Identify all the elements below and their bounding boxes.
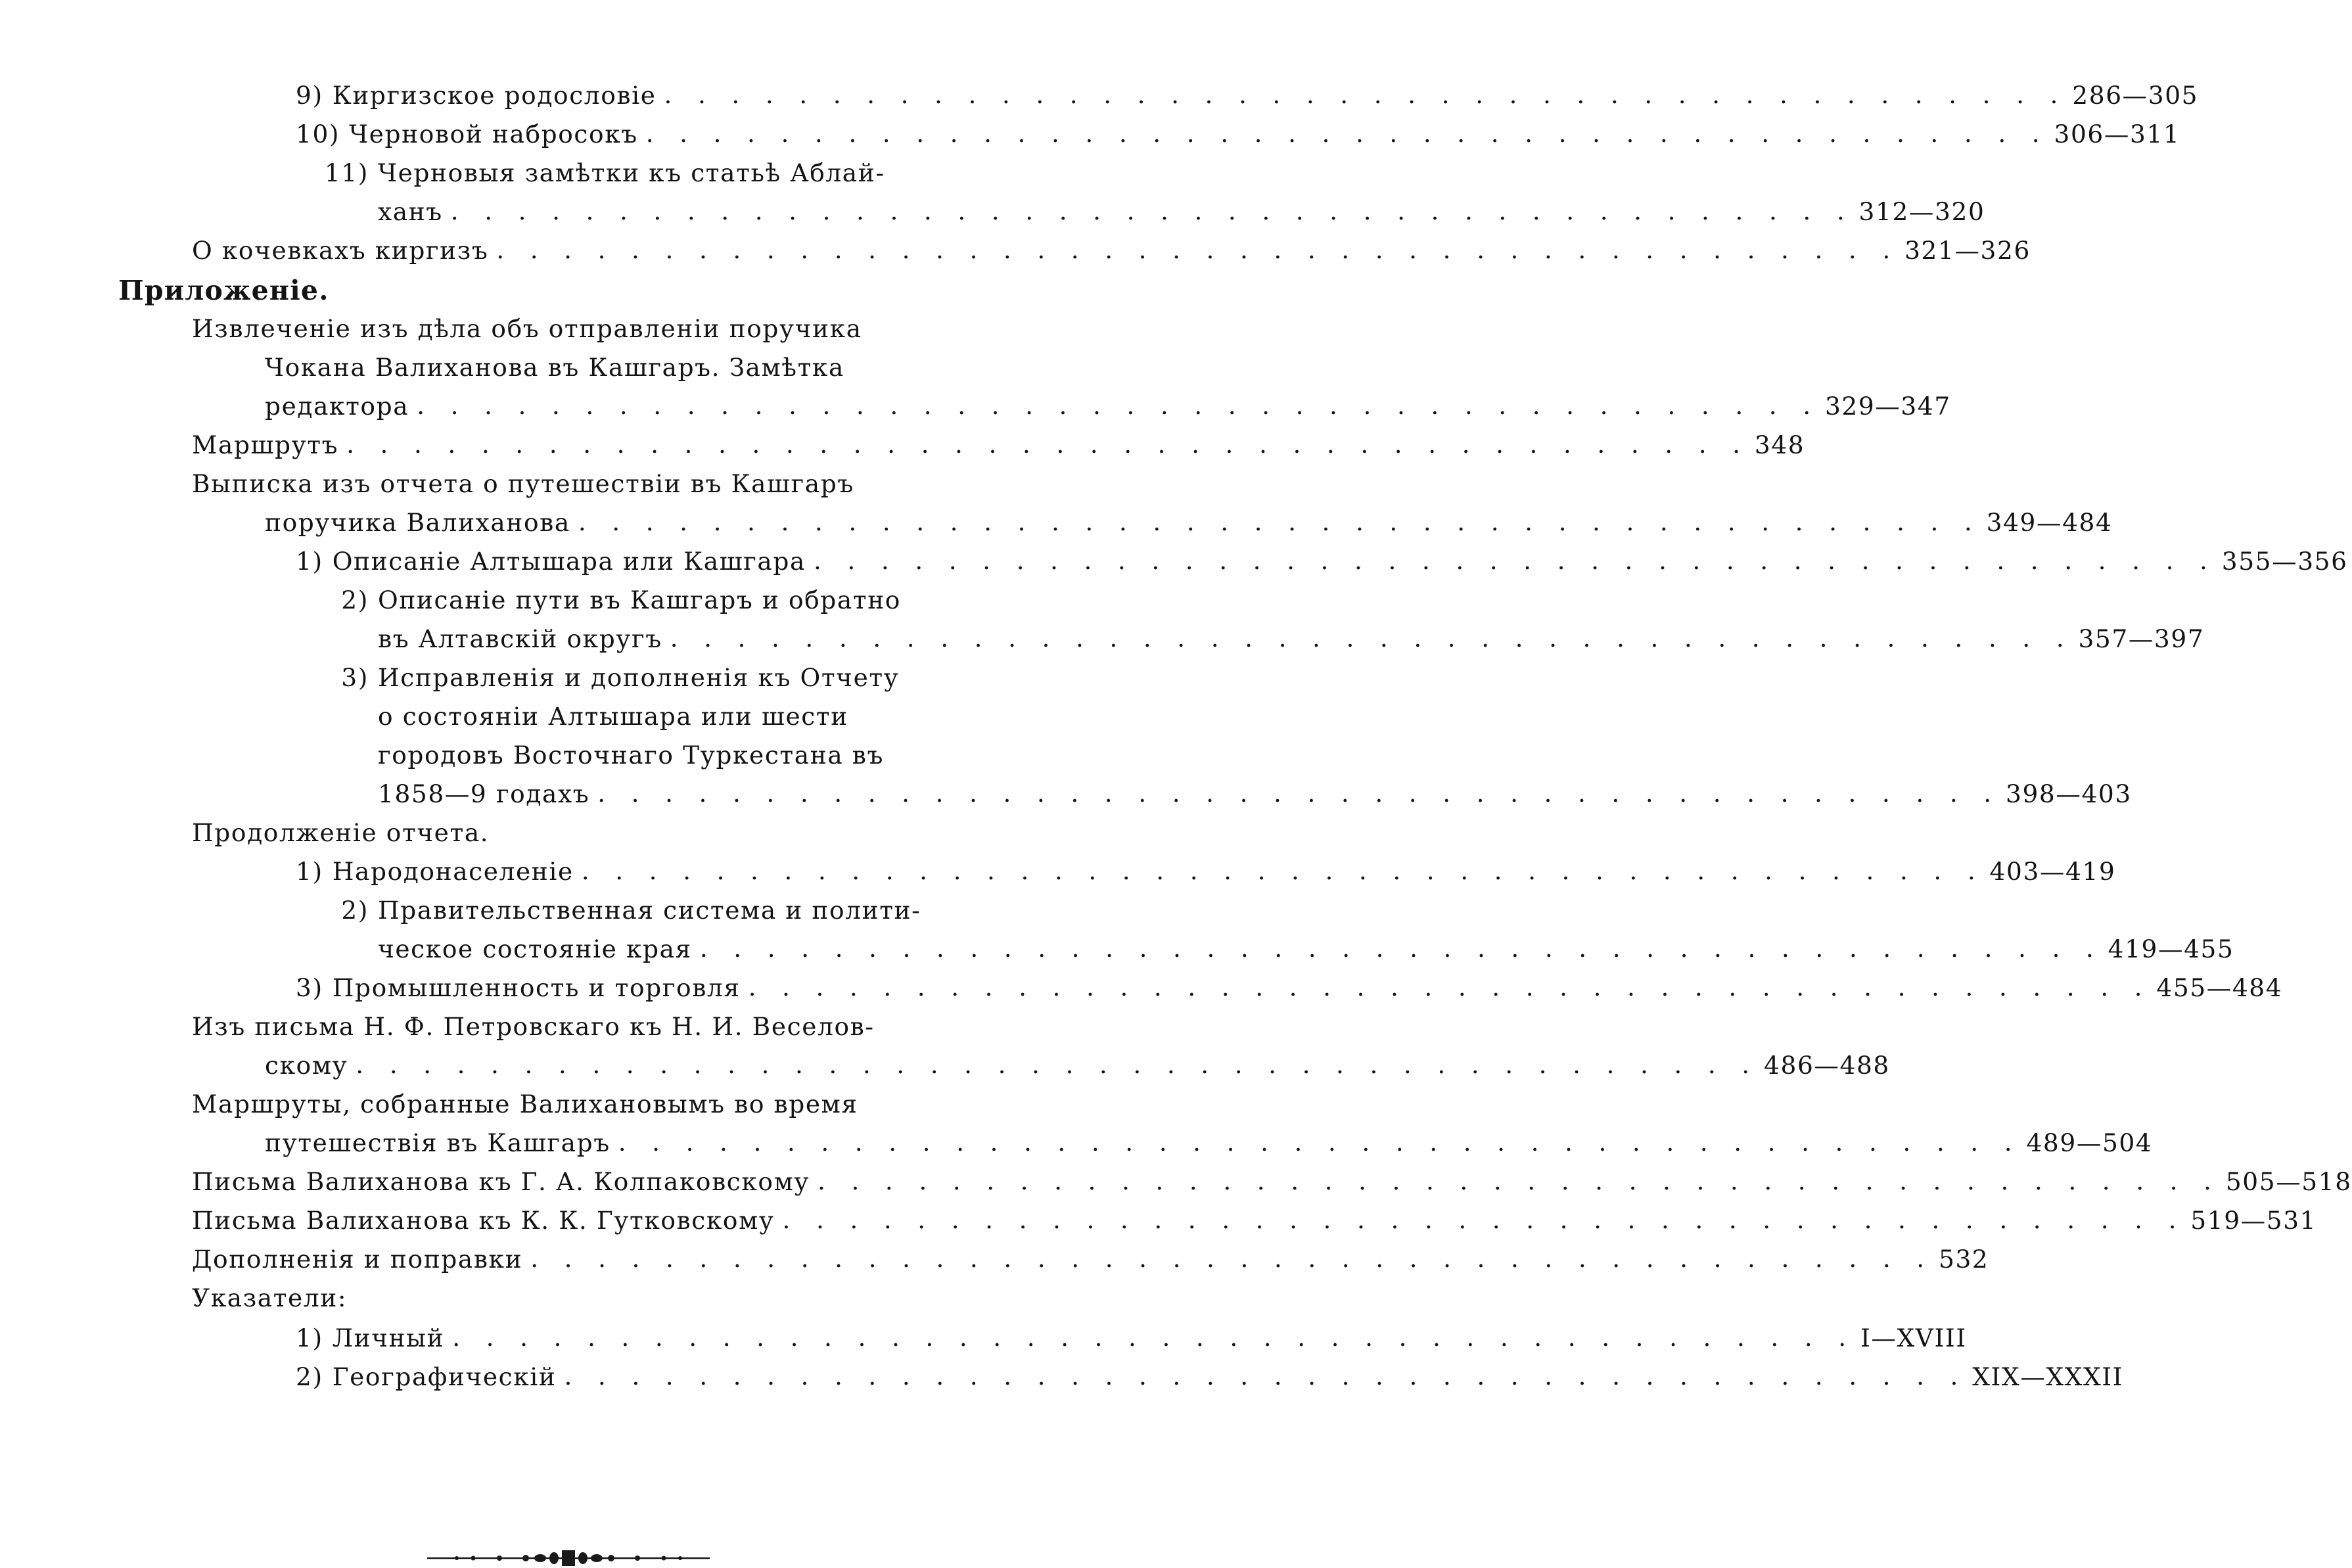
toc-item-title: редактора [265, 391, 409, 421]
toc-item-title: Указатели: [192, 1283, 348, 1312]
toc-line [192, 310, 1025, 347]
toc-line [378, 620, 2205, 657]
toc-item-page: 398—403 [2005, 779, 2132, 808]
toc-line [192, 426, 1805, 463]
dot-leader: . . . . . . . . . . . . . . . . . . . . . . . . . . . . . . . . . . . . . . . . . . [664, 80, 2067, 109]
toc-item-page: 357—397 [2078, 624, 2205, 653]
toc-item-page: 419—455 [2108, 934, 2234, 963]
dot-leader: . . . . . . . . . . . . . . . . . . . . . . . . . . . . . . . . . . . . . . . . . . [581, 856, 1985, 885]
toc-line [192, 1240, 1989, 1278]
toc-line [192, 1279, 1025, 1316]
toc-item-title: Дополненія и поправки [192, 1244, 523, 1274]
toc-line [265, 503, 2113, 541]
toc-line [296, 891, 1025, 929]
toc-item-number: 9) [296, 80, 323, 110]
toc-item-page: 312—320 [1858, 196, 1985, 226]
toc-item-title: Географическій [332, 1362, 557, 1391]
toc-item-title: въ Алтавскій округъ [378, 624, 662, 653]
dot-leader: . . . . . . . . . . . . . . . . . . . . . . . . . . . . . . . . . . . . . . . . . . [618, 1127, 2021, 1157]
toc-item-title: Описаніе Алтышара или Кашгара [332, 546, 806, 576]
toc-line [192, 465, 1025, 502]
toc-item-title: Выписка изъ отчета о путешествіи въ Кашгаръ [192, 469, 854, 498]
dot-leader: . . . . . . . . . . . . . . . . . . . . . . . . . . . . . . . . . . . . . . . . . . [645, 118, 2049, 148]
dot-leader: . . . . . . . . . . . . . . . . . . . . . . . . . . . . . . . . . . . . . . . . . . [496, 235, 1900, 264]
dot-leader: . . . . . . . . . . . . . . . . . . . . . . . . . . . . . . . . . . . . . . . . . . [452, 1322, 1855, 1352]
toc-item-title: 1858—9 годахъ [378, 779, 590, 808]
toc-item-page: 486—488 [1764, 1050, 1890, 1080]
toc-line [378, 930, 2234, 967]
dot-leader: . . . . . . . . . . . . . . . . . . . . . . . . . . . . . . . . . . . . . . . . . . [670, 623, 2073, 653]
toc-item-title: О кочевкахъ киргизъ [192, 235, 489, 265]
toc-line [192, 1085, 1025, 1122]
toc-line [296, 658, 1025, 696]
toc-item-title: ческое состояніе края [378, 934, 692, 963]
toc-item-title: путешествія въ Кашгаръ [265, 1128, 611, 1157]
toc-line [296, 1358, 2124, 1395]
toc-item-page: XIX—XXXII [1972, 1362, 2124, 1391]
toc-item-title: городовъ Восточнаго Туркестана въ [378, 740, 884, 770]
toc-item-page: 306—311 [2054, 119, 2180, 149]
toc-line [296, 581, 1025, 618]
toc-item-title: Письма Валиханова къ К. К. Гутковскому [192, 1205, 775, 1235]
toc-item-title: скому [265, 1050, 348, 1080]
toc-item-title: Киргизское родословіе [332, 80, 657, 110]
toc-item-number: 11) [324, 158, 369, 187]
toc-line [296, 542, 2348, 580]
toc-item-page: 505—518 [2225, 1166, 2352, 1196]
toc-item-number: 2) [341, 585, 369, 614]
toc-item-page: 403—419 [1989, 856, 2116, 886]
toc-item-title: Черновой набросокъ [349, 119, 638, 149]
toc-line [378, 697, 1025, 735]
toc-item-page: 321—326 [1904, 235, 2031, 265]
toc-line [378, 775, 2132, 812]
toc-item-number: 1) [296, 856, 323, 886]
toc-item-number: 3) [296, 973, 323, 1002]
toc-item-page: 286—305 [2072, 80, 2199, 110]
toc-item-page: 455—484 [2156, 973, 2283, 1002]
toc-item-title: Личный [332, 1323, 445, 1352]
toc-item-page: 329—347 [1824, 391, 1951, 421]
ornament-divider [427, 1548, 710, 1568]
toc-item-page: 532 [1938, 1244, 1989, 1274]
toc-item-title: ханъ [378, 196, 443, 226]
toc-item-page: I—XVIII [1860, 1323, 1967, 1352]
toc-line [265, 387, 1951, 425]
dot-leader: . . . . . . . . . . . . . . . . . . . . . . . . . . . . . . . . . . . . . . . . . . [578, 507, 1981, 536]
dot-leader: . . . . . . . . . . . . . . . . . . . . . . . . . . . . . . . . . . . . . . . . . . [782, 1205, 2186, 1234]
toc-item-number: 1) [296, 546, 323, 576]
toc-line [192, 1201, 2317, 1239]
toc-item-number: 2) [341, 895, 369, 925]
dot-leader: . . . . . . . . . . . . . . . . . . . . . . . . . . . . . . . . . . . . . . . . . . [748, 972, 2152, 1002]
dot-leader: . . . . . . . . . . . . . . . . . . . . . . . . . . . . . . . . . . . . . . . . . . [699, 933, 2103, 963]
toc-item-title: Изъ письма Н. Ф. Петровскаго къ Н. И. Веселов- [192, 1011, 875, 1041]
toc-item-title: Промышленность и торговля [332, 973, 741, 1002]
toc-line [296, 154, 1025, 191]
toc-line [192, 814, 1025, 851]
dot-leader: . . . . . . . . . . . . . . . . . . . . . . . . . . . . . . . . . . . . . . . . . . [530, 1243, 1933, 1273]
toc-item-title: Продолженіе отчета. [192, 818, 490, 847]
toc-item-title: Письма Валиханова къ Г. А. Колпаковскому [192, 1166, 810, 1196]
toc-line [378, 736, 1025, 773]
toc-line [296, 852, 2116, 890]
section-heading-title: Приложеніе. [118, 274, 329, 306]
toc-item-title: Народонаселеніе [332, 856, 574, 886]
toc-item-number: 2) [296, 1362, 323, 1391]
dot-leader: . . . . . . . . . . . . . . . . . . . . . . . . . . . . . . . . . . . . . . . . . . [813, 545, 2217, 575]
toc-item-title: Описаніе пути въ Кашгаръ и обратно [378, 585, 901, 614]
toc-line [192, 1163, 2352, 1200]
toc-item-number: 10) [296, 119, 340, 149]
toc-item-title: о состояніи Алтышара или шести [378, 701, 848, 731]
toc-line [265, 1046, 1890, 1084]
toc-section-heading [118, 271, 1025, 309]
toc-line [192, 1007, 1025, 1045]
toc-item-title: поручика Валиханова [265, 507, 570, 537]
dot-leader: . . . . . . . . . . . . . . . . . . . . . . . . . . . . . . . . . . . . . . . . . . [417, 390, 1820, 420]
dot-leader: . . . . . . . . . . . . . . . . . . . . . . . . . . . . . . . . . . . . . . . . . . [564, 1361, 1968, 1391]
toc-item-page: 355—356 [2221, 546, 2348, 576]
toc-line [265, 1124, 2153, 1161]
toc-item-title: Исправленія и дополненія къ Отчету [378, 662, 900, 692]
toc-item-page: 348 [1754, 430, 1805, 459]
toc-line [192, 231, 2031, 269]
toc-line [265, 348, 1025, 386]
toc-item-page: 489—504 [2026, 1128, 2153, 1157]
toc-item-number: 3) [341, 662, 369, 692]
toc-line [296, 76, 2199, 114]
toc-item-title: Извлеченіе изъ дѣла объ отправленіи поручика [192, 313, 862, 343]
toc-item-page: 349—484 [1986, 507, 2113, 537]
toc-item-title: Маршруты, собранные Валихановымъ во время [192, 1089, 858, 1118]
toc-item-title: Чокана Валиханова въ Кашгаръ. Замѣтка [265, 352, 844, 382]
dot-leader: . . . . . . . . . . . . . . . . . . . . . . . . . . . . . . . . . . . . . . . . . . [450, 196, 1854, 225]
dot-leader: . . . . . . . . . . . . . . . . . . . . . . . . . . . . . . . . . . . . . . . . . . [356, 1049, 1759, 1079]
toc-item-title: Черновыя замѣтки къ статьѣ Аблай- [378, 158, 885, 187]
toc-item-title: Маршрутъ [192, 430, 339, 459]
toc-line [296, 969, 2283, 1006]
toc-item-page: 519—531 [2190, 1205, 2317, 1235]
dot-leader: . . . . . . . . . . . . . . . . . . . . . . . . . . . . . . . . . . . . . . . . . . [597, 778, 2000, 808]
toc-line [378, 193, 1985, 230]
dot-leader: . . . . . . . . . . . . . . . . . . . . . . . . . . . . . . . . . . . . . . . . . . [346, 429, 1749, 459]
toc-item-number: 1) [296, 1323, 323, 1352]
toc-item-title: Правительственная система и полити- [378, 895, 921, 925]
dot-leader: . . . . . . . . . . . . . . . . . . . . . . . . . . . . . . . . . . . . . . . . . . [818, 1166, 2221, 1195]
toc-line [296, 1319, 1967, 1356]
toc-line [296, 115, 2180, 152]
